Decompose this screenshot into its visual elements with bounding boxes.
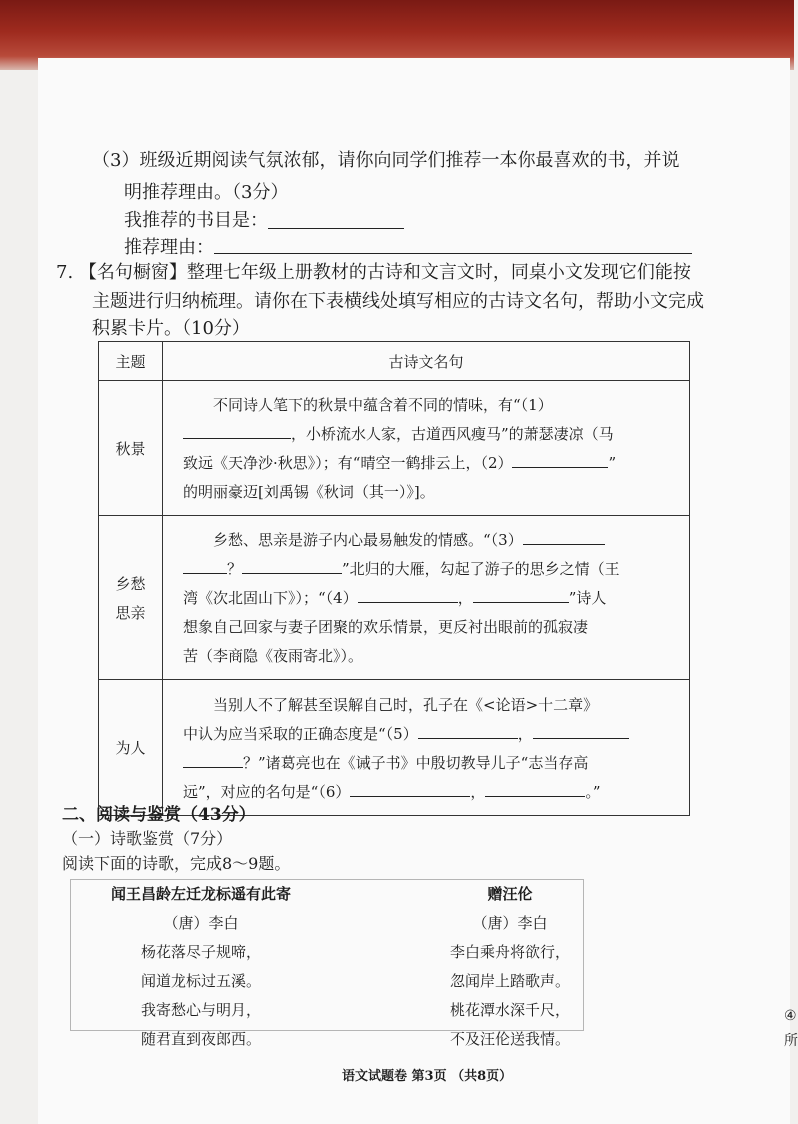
quote-text: 不同诗人笔下的秋景中蕴含着不同的情味，有“（1）: [213, 396, 553, 414]
topic-cell: [99, 516, 163, 680]
reason-label: 推荐理由：: [124, 237, 214, 258]
quote-text: 的明丽豪迈[刘禹锡《秋词（其一）》]。: [183, 483, 435, 501]
poem-title: 闻王昌龄左迁龙标遥有此寄: [110, 885, 291, 903]
quote-text: ，: [470, 782, 486, 801]
blank-4b[interactable]: [473, 588, 569, 603]
blank-6b[interactable]: [485, 782, 585, 797]
poem-line: 我寄愁心与明月，: [140, 1001, 261, 1019]
header-topic: 主题: [99, 342, 163, 381]
quote-text: 乡愁、思亲是游子内心最易触发的情感。“（3）: [213, 531, 523, 549]
q6-3-line2: 明推荐理由。（3分）: [124, 182, 289, 203]
quote-text: ，: [457, 589, 473, 607]
poem-line: 杨花落尽子规啼，: [140, 943, 261, 961]
edge-mark: 所: [784, 1033, 798, 1049]
reason-answer-line[interactable]: [214, 253, 692, 254]
quotes-cell: [163, 516, 690, 680]
q6-3-line1: （3）班级近期阅读气氛浓郁，请你向同学们推荐一本你最喜欢的书，并说: [92, 150, 680, 171]
poem-line: 随君直到夜郎西。: [140, 1030, 261, 1048]
poem-line: 桃花潭水深千尺，: [449, 1001, 570, 1019]
book-answer-line[interactable]: [268, 228, 404, 229]
blank-3a[interactable]: [523, 530, 605, 545]
topic-cell: 为人: [99, 680, 163, 816]
page-footer: 语文试题卷 第3页 （共8页）: [342, 1069, 513, 1084]
q7-line1: 7. 【名句橱窗】整理七年级上册教材的古诗和文言文时，同桌小文发现它们能按: [56, 262, 691, 283]
table-row: [99, 680, 690, 816]
quote-text: ？: [227, 560, 243, 578]
quote-text: ？”诸葛亮也在《诫子书》中殷切教导儿子“志当存高: [243, 753, 589, 772]
quotes-cell: 不同诗人笔下的秋景中蕴含着不同的情味，有“（1） ，小桥流水人家，古道西风瘦马”的萧瑟凄凉（马 致远《天净沙·秋思》）；有“晴空一鹤排云上，（2） ” 的明丽豪迈[刘禹锡《秋词（其一）》]。: [163, 381, 690, 516]
edge-mark: ④: [784, 1008, 797, 1024]
topic-cell: 秋景: [99, 381, 163, 516]
section2-instruction: 阅读下面的诗歌，完成8～9题。: [62, 854, 291, 873]
table-row: [99, 381, 690, 516]
poem-1: [86, 880, 316, 1054]
blank-5a[interactable]: [418, 724, 518, 739]
quote-text: ”北归的大雁，勾起了游子的思乡之情（王: [342, 560, 620, 578]
book-label: 我推荐的书目是：: [124, 210, 268, 231]
poem-line: 闻道龙标过五溪。: [140, 972, 261, 990]
quote-text: ，小桥流水人家，古道西风瘦马”的萧瑟凄凉（马: [291, 425, 614, 443]
quote-text: 远”，对应的名句是“（6）: [183, 782, 351, 801]
quote-text: 当别人不了解甚至误解自己时，孔子在《<论语>十二章》: [213, 695, 599, 714]
topic-line: 思亲: [115, 603, 146, 622]
section2-title: 二、阅读与鉴赏（43分）: [62, 805, 256, 825]
blank-4a[interactable]: [358, 588, 458, 603]
quotes-table: [98, 341, 690, 816]
quote-text: 想象自己回家与妻子团聚的欢乐情景，更反衬出眼前的孤寂凄: [183, 618, 589, 636]
blank-5b[interactable]: [533, 724, 629, 739]
table-header-row: [99, 342, 690, 381]
poem-2: [428, 880, 592, 1054]
quote-text: 苦（李商隐《夜雨寄北》）。: [183, 647, 364, 665]
topic-line: 乡愁: [115, 574, 146, 593]
quote-text: 中认为应当采取的正确态度是“（5）: [183, 724, 418, 743]
quote-text: ，: [517, 724, 533, 743]
q7-line2: 主题进行归纳梳理。请你在下表横线处填写相应的古诗文名句，帮助小文完成: [92, 291, 704, 312]
poem-author: （唐）李白: [472, 914, 548, 932]
q7-line3: 积累卡片。（10分）: [92, 318, 250, 339]
quote-text: 。”: [585, 782, 601, 801]
quote-text: 致远《天净沙·秋思》）；有“晴空一鹤排云上，（2）: [183, 454, 513, 472]
table-row: [99, 516, 690, 680]
section2-subtitle: （一）诗歌鉴赏（7分）: [62, 829, 233, 848]
blank-1[interactable]: [183, 424, 291, 439]
header-quotes: 古诗文名句: [163, 342, 690, 381]
quote-text: 湾《次北固山下》）；“（4）: [183, 589, 358, 607]
blank-3c[interactable]: [242, 559, 342, 574]
poem-author: （唐）李白: [163, 914, 239, 932]
poem-line: 不及汪伦送我情。: [449, 1030, 570, 1048]
poem-line: 忽闻岸上踏歌声。: [449, 972, 570, 990]
quote-text: ”诗人: [568, 589, 607, 607]
blank-6a[interactable]: [350, 782, 470, 797]
blank-2[interactable]: [512, 453, 608, 468]
quotes-cell: [163, 680, 690, 816]
blank-5c[interactable]: [183, 753, 243, 768]
poem-line: 李白乘舟将欲行，: [449, 943, 570, 961]
blank-3b[interactable]: [183, 559, 227, 574]
poem-title: 赠汪伦: [487, 885, 533, 903]
